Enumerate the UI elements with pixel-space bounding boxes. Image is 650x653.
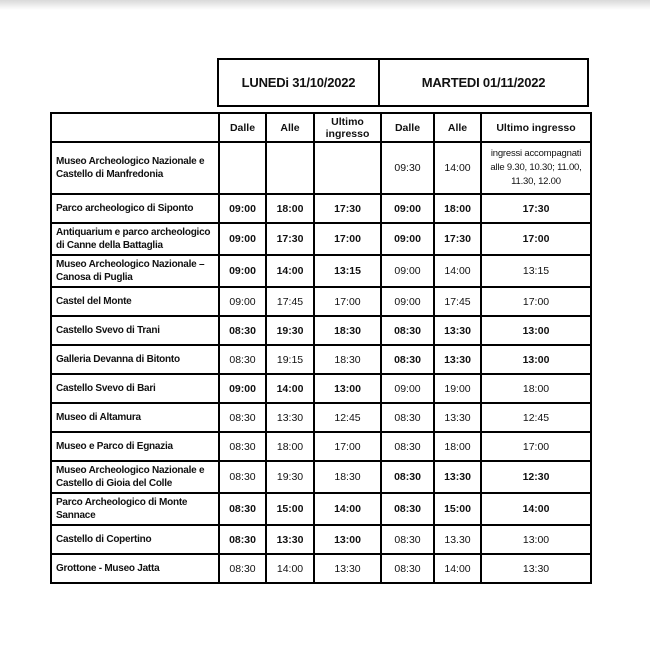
day-header-row [217, 58, 589, 107]
time-cell: 08:30 [219, 461, 266, 493]
time-cell: 13:00 [481, 345, 591, 374]
time-cell: 12:30 [481, 461, 591, 493]
time-cell: 17:30 [314, 194, 381, 223]
table-row [51, 223, 591, 255]
time-cell: 13:30 [314, 554, 381, 583]
time-cell: 18:00 [434, 432, 481, 461]
table-row [51, 374, 591, 403]
col-header-ultimo-ingresso-martedi: Ultimo ingresso [481, 113, 591, 142]
time-cell: 08:30 [219, 525, 266, 554]
time-cell: 08:30 [219, 345, 266, 374]
table-row [51, 461, 591, 493]
time-cell [266, 142, 314, 194]
time-cell: 19:00 [434, 374, 481, 403]
time-cell: 17:30 [266, 223, 314, 255]
museum-name: Museo Archeologico Nazionale e Castello di Gioia del Colle [51, 461, 219, 493]
time-cell: 13:30 [434, 316, 481, 345]
time-cell: 17:30 [481, 194, 591, 223]
museum-name: Museo Archeologico Nazionale e Castello di Manfredonia [51, 142, 219, 194]
time-cell: 09:00 [219, 255, 266, 287]
time-cell: 13:15 [314, 255, 381, 287]
time-cell [314, 142, 381, 194]
time-cell: 09:00 [219, 223, 266, 255]
time-cell: 08:30 [381, 525, 434, 554]
table-row [51, 345, 591, 374]
museum-name: Museo di Altamura [51, 403, 219, 432]
table-row [51, 432, 591, 461]
time-cell: 08:30 [381, 316, 434, 345]
time-cell: 08:30 [381, 493, 434, 525]
time-cell: 08:30 [219, 554, 266, 583]
table-row [51, 525, 591, 554]
time-cell: 09:00 [381, 287, 434, 316]
time-cell: 15:00 [434, 493, 481, 525]
time-cell: 13:30 [266, 403, 314, 432]
time-cell: 08:30 [219, 432, 266, 461]
time-cell: 08:30 [381, 432, 434, 461]
time-cell: ingressi accompagnati alle 9.30, 10.30; 11.00, 11.30, 12.00 [481, 142, 591, 194]
time-cell [219, 142, 266, 194]
col-header-ultimo-ingresso-lunedi: Ultimo ingresso [314, 113, 381, 142]
table-row [51, 287, 591, 316]
time-cell: 17:45 [434, 287, 481, 316]
museum-name: Castello Svevo di Trani [51, 316, 219, 345]
time-cell: 19:30 [266, 461, 314, 493]
time-cell: 08:30 [219, 493, 266, 525]
col-header-alle-lunedi: Alle [266, 113, 314, 142]
time-cell: 17:45 [266, 287, 314, 316]
table-row [51, 403, 591, 432]
museum-name: Museo e Parco di Egnazia [51, 432, 219, 461]
column-header-row [51, 113, 591, 142]
time-cell: 14:00 [314, 493, 381, 525]
time-cell: 18:30 [314, 345, 381, 374]
table-row [51, 255, 591, 287]
table-row [51, 194, 591, 223]
time-cell: 17:00 [314, 223, 381, 255]
table-row [51, 554, 591, 583]
empty-header-cell [51, 113, 219, 142]
museum-name: Galleria Devanna di Bitonto [51, 345, 219, 374]
time-cell: 09:00 [381, 374, 434, 403]
day-header-lunedi: LUNEDi 31/10/2022 [217, 58, 380, 107]
museum-hours-table [50, 112, 592, 584]
time-cell: 19:15 [266, 345, 314, 374]
time-cell: 14:00 [266, 255, 314, 287]
time-cell: 13:00 [481, 316, 591, 345]
time-cell: 14:00 [266, 374, 314, 403]
time-cell: 13:30 [481, 554, 591, 583]
time-cell: 17:00 [314, 432, 381, 461]
time-cell: 12:45 [481, 403, 591, 432]
time-cell: 18:30 [314, 316, 381, 345]
time-cell: 18:30 [314, 461, 381, 493]
time-cell: 09:00 [219, 374, 266, 403]
day-header-martedi: MARTEDI 01/11/2022 [378, 58, 589, 107]
time-cell: 19:30 [266, 316, 314, 345]
time-cell: 14:00 [434, 142, 481, 194]
col-header-alle-martedi: Alle [434, 113, 481, 142]
time-cell: 09:00 [381, 194, 434, 223]
col-header-dalle-martedi: Dalle [381, 113, 434, 142]
museum-name: Castel del Monte [51, 287, 219, 316]
table-row [51, 142, 591, 194]
time-cell: 13:15 [481, 255, 591, 287]
time-cell: 08:30 [381, 345, 434, 374]
time-cell: 08:30 [219, 403, 266, 432]
window-top-edge [0, 0, 650, 10]
time-cell: 17:00 [481, 287, 591, 316]
time-cell: 09:30 [381, 142, 434, 194]
time-cell: 13:30 [434, 403, 481, 432]
museum-name: Grottone - Museo Jatta [51, 554, 219, 583]
time-cell: 13.30 [434, 525, 481, 554]
time-cell: 17:00 [481, 223, 591, 255]
time-cell: 17:00 [481, 432, 591, 461]
time-cell: 14:00 [266, 554, 314, 583]
museum-name: Castello di Copertino [51, 525, 219, 554]
time-cell: 17:00 [314, 287, 381, 316]
museum-name: Antiquarium e parco archeologico di Canne della Battaglia [51, 223, 219, 255]
time-cell: 09:00 [381, 223, 434, 255]
time-cell: 18:00 [266, 194, 314, 223]
museum-name: Parco Archeologico di Monte Sannace [51, 493, 219, 525]
time-cell: 09:00 [219, 287, 266, 316]
museum-name: Castello Svevo di Bari [51, 374, 219, 403]
time-cell: 09:00 [381, 255, 434, 287]
time-cell: 17:30 [434, 223, 481, 255]
time-cell: 08:30 [219, 316, 266, 345]
time-cell: 09:00 [219, 194, 266, 223]
time-cell: 14:00 [434, 554, 481, 583]
time-cell: 13:30 [434, 345, 481, 374]
time-cell: 08:30 [381, 461, 434, 493]
table-row [51, 316, 591, 345]
time-cell: 08:30 [381, 403, 434, 432]
time-cell: 13:30 [266, 525, 314, 554]
time-cell: 18:00 [481, 374, 591, 403]
time-cell: 13:00 [314, 374, 381, 403]
time-cell: 14:00 [481, 493, 591, 525]
museum-name: Parco archeologico di Siponto [51, 194, 219, 223]
time-cell: 13:00 [481, 525, 591, 554]
museum-name: Museo Archeologico Nazionale – Canosa di Puglia [51, 255, 219, 287]
time-cell: 18:00 [434, 194, 481, 223]
time-cell: 13:30 [434, 461, 481, 493]
time-cell: 14:00 [434, 255, 481, 287]
col-header-dalle-lunedi: Dalle [219, 113, 266, 142]
time-cell: 18:00 [266, 432, 314, 461]
time-cell: 08:30 [381, 554, 434, 583]
time-cell: 12:45 [314, 403, 381, 432]
table-row [51, 493, 591, 525]
time-cell: 15:00 [266, 493, 314, 525]
time-cell: 13:00 [314, 525, 381, 554]
